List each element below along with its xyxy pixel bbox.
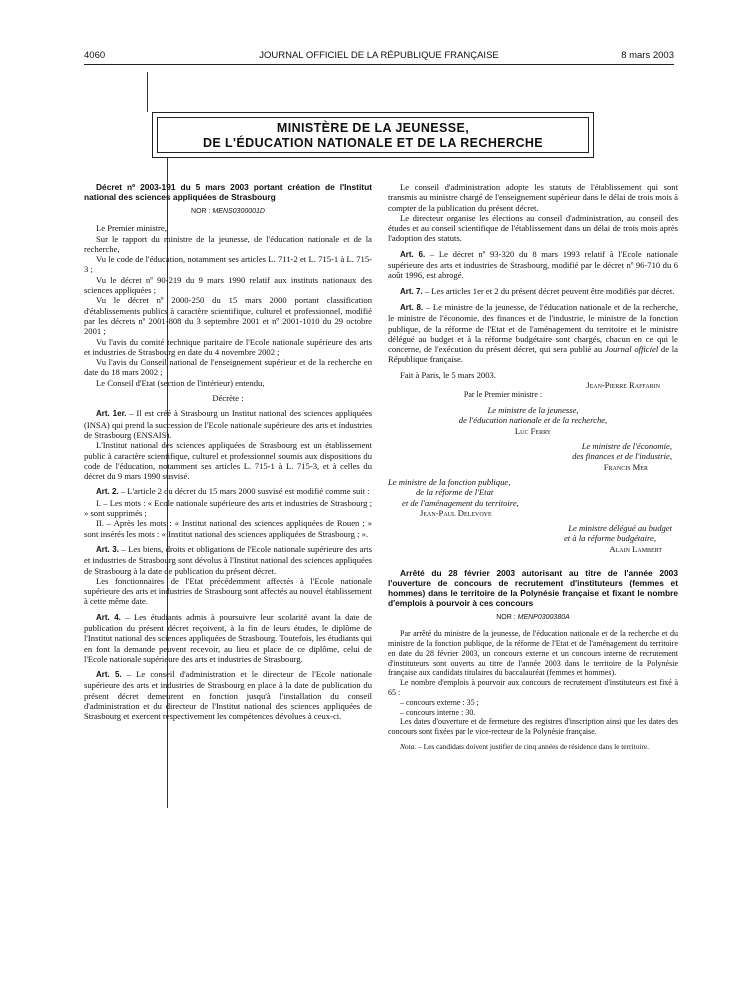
- intro-line: Le Premier ministre,: [96, 223, 167, 234]
- article-text: – Le décret nº 93-320 du 8 mars 1993 relatif à l'Ecole nationale supérieure des arts et industries de Strasbourg, modifié par le décret nº 96-710 du 6 août 1996, est abrogé.: [388, 248, 678, 281]
- article-8: [388, 302, 678, 365]
- signatory-title: Le ministre de l'économie,: [581, 441, 672, 452]
- ministry-title-line1: MINISTÈRE DE LA JEUNESSE,: [276, 121, 470, 135]
- article-label: Art. 4.: [96, 612, 121, 622]
- page-header: [84, 50, 674, 64]
- prime-minister-name: Jean-Pierre Raffarin: [586, 380, 660, 391]
- article-label: Art. 8.: [400, 302, 424, 312]
- signatory-title: des finances et de l'industrie,: [572, 451, 672, 462]
- arrete-paragraph: Les dates d'ouverture et de fermeture des registres d'inscription ainsi que les dates des concours sont fixées par le vice-recteur de la Polynésie française.: [388, 717, 678, 737]
- page-number: 4060: [84, 50, 106, 61]
- article-text: – L'article 2 du décret du 15 mars 2000 susvisé est modifié comme suit :: [118, 486, 370, 497]
- nor-label: NOR :: [191, 208, 211, 215]
- arrete-list-item: – concours interne : 30.: [400, 707, 476, 717]
- decret-nor: [84, 207, 372, 217]
- intro-line: Vu l'avis du Conseil national de l'enseignement supérieur et de la recherche en date du 18 mars 2002 ;: [84, 357, 372, 378]
- article-5-paragraph: Le conseil d'administration adopte les statuts de l'établissement qui sont transmis au ministre chargé de l'enseignement supérieur dans le délai de trois mois à compter de la publication du présent décret.: [388, 182, 678, 213]
- article-5-paragraph: Le directeur organise les élections au conseil d'administration, au conseil des études et au conseil scientifique de l'établissement dans un délai de trois mois après l'adoption des statuts.: [388, 212, 678, 244]
- article-label: Art. 3.: [96, 544, 119, 554]
- by-prime-minister: Par le Premier ministre :: [463, 390, 543, 400]
- arrete-list-item: – concours externe : 35 ;: [400, 697, 479, 707]
- article-text: de la République française.: [388, 344, 678, 365]
- ministry-title-line2: DE L'ÉDUCATION NATIONALE ET DE LA RECHERCHE: [202, 136, 544, 150]
- arrete-nor: [388, 613, 678, 623]
- signatory-title: Le ministre délégué au budget: [568, 523, 672, 534]
- signatory-name: Luc Ferry: [514, 425, 552, 436]
- article-3-paragraph: Les fonctionnaires de l'Etat précédemment affectés à l'Ecole nationale supérieure des arts et industries de Strasbourg sont affectés au nouvel établissement à cette même date.: [84, 575, 372, 607]
- journal-officiel-ref: Journal officiel: [604, 344, 659, 355]
- signatory-name: Jean-Paul Delevoye: [420, 507, 492, 518]
- note-label: Nota.: [400, 742, 417, 752]
- ministry-banner-inner: [157, 117, 589, 153]
- arrete-note: [388, 742, 678, 751]
- signatory-name: Francis Mer: [603, 461, 648, 472]
- margin-line: [147, 72, 148, 112]
- issue-date: 8 mars 2003: [621, 50, 674, 61]
- header-rule: [84, 64, 674, 65]
- article-text: – Il est créé à Strasbourg un Institut national des sciences appliquées (INSA) qui prend la succession de l'Ecole nationale supérieure des arts et industries de Strasbourg (ENSAIS).: [84, 408, 372, 440]
- article-2: [84, 486, 372, 497]
- article-text: – Le conseil d'administration et le directeur de l'Ecole nationale supérieure des arts et industries de Strasbourg en place à la date de publication du présent décret demeurent en fonction jusqu'à l'installation du conseil d'administration et du directeur de l'Institut national des sciences appliquées de Strasbourg et exercent respectivement les compétences dévolues à ceux-ci.: [84, 669, 372, 722]
- article-label: Art. 1er.: [96, 409, 127, 419]
- intro-line: Sur le rapport du ministre de la jeunesse, de l'éducation nationale et de la recherche,: [84, 233, 372, 254]
- intro-line: Vu le décret nº 90-219 du 9 mars 1990 relatif aux instituts nationaux des sciences appliquées ;: [84, 274, 372, 296]
- article-5: [84, 669, 372, 721]
- article-text: – Les articles 1er et 2 du présent décret peuvent être modifiés par décret.: [422, 285, 675, 296]
- ministry-banner: [152, 112, 594, 158]
- arrete-title: Arrêté du 28 février 2003 autorisant au titre de l'année 2003 l'ouverture de concours de recrutement d'instituteurs (femmes et hommes) dans le territoire de la Polynésie française et fixant le nombre d'emplois à pourvoir à ces concours: [388, 568, 678, 608]
- article-label: Art. 6.: [400, 249, 426, 259]
- signatory-title: Le ministre de la jeunesse,: [487, 405, 579, 416]
- nor-code: MENP0300380A: [517, 614, 570, 621]
- article-text: – Les étudiants admis à poursuivre leur scolarité avant la date de publication du présent décret reçoivent, à la fin de leurs études, le diplôme de l'Institut national des sciences appliquées de Strasbourg. Toutefois, les étudiants qui en font la demande peuvent recevoir, au lieu et place de ce diplôme, celui de l'Ecole nationale supérieure des arts et industries de Strasbourg.: [84, 611, 372, 664]
- intro-line: Vu le décret nº 2000-250 du 15 mars 2000 portant classification d'établissements publics à caractère scientifique, culturel et professionnel, modifié par les décrets nº 2001-808 du 3 septembre 2001 et nº 2001-1010 du 29 octobre 2001 ;: [84, 295, 372, 337]
- article-7: [388, 286, 678, 297]
- article-text: – Les biens, droits et obligations de l'Ecole nationale supérieure des arts et industries de Strasbourg sont dévolus à l'Institut national des sciences appliquées de Strasbourg à la date de publication du présent décret.: [84, 543, 372, 576]
- arrete-paragraph: Par arrêté du ministre de la jeunesse, de l'éducation nationale et de la recherche et du ministre de la fonction publique, de la réforme de l'Etat et de l'aménagement du territoire en date du 28 février 2003, un concours externe et un concours interne de recrutement d'instituteurs sont ouverts au titre de l'année 2003 dans le territoire de la Polynésie française aux candidats titulaires du baccalauréat (femmes et hommes).: [388, 629, 678, 678]
- journal-title: JOURNAL OFFICIEL DE LA RÉPUBLIQUE FRANÇAISE: [259, 50, 499, 61]
- decret-title: Décret nº 2003-191 du 5 mars 2003 portant création de l'Institut national des sciences appliquées de Strasbourg: [84, 182, 372, 202]
- signatory-title: Le ministre de la fonction publique,: [388, 476, 511, 487]
- signatory-title: et à la réforme budgétaire,: [563, 533, 656, 544]
- nor-code: MENS0300001D: [212, 208, 265, 215]
- arrete-paragraph: Le nombre d'emplois à pourvoir aux concours de recrutement d'instituteurs est fixé à 65 :: [388, 678, 678, 698]
- signatory-name: Alain Lambert: [609, 543, 662, 554]
- article-text: – Le ministre de la jeunesse, de l'éducation nationale et de la recherche, le ministre de l'économie, des finances et de l'industrie, le ministre de la fonction publique, de la réforme de l'Etat et de l'aménagement du territoire et le ministre délégué au budget et à la réforme budgétaire sont chargés, chacun en ce qui le concerne, de l'exécution du présent décret, qui sera publié au: [388, 301, 679, 355]
- note-text: – Les candidats doivent justifier de cinq années de résidence dans le territoire.: [416, 742, 649, 752]
- article-6: [388, 249, 678, 281]
- signatory-title: et de l'aménagement du territoire,: [402, 497, 519, 508]
- article-4: [84, 612, 372, 664]
- signing-place-date: Fait à Paris, le 5 mars 2003.: [400, 369, 496, 380]
- signatory-title: de la réforme de l'Etat: [416, 487, 494, 498]
- nor-label: NOR :: [496, 614, 516, 621]
- article-label: Art. 7.: [400, 286, 423, 296]
- article-label: Art. 5.: [96, 670, 122, 680]
- intro-line: Vu l'avis du comité technique paritaire de l'Ecole nationale supérieure des arts et industries de Strasbourg en date du 4 novembre 2002 ;: [84, 336, 372, 357]
- intro-line: Vu le code de l'éducation, notamment ses articles L. 711-2 et L. 715-1 à L. 715-3 ;: [84, 254, 372, 275]
- left-column: [84, 182, 372, 722]
- article-1: [84, 408, 372, 440]
- article-2-item: II. – Après les mots : « Institut national des sciences appliquées de Rouen ; » sont insérés les mots : « Institut national des sciences appliquées de Strasbourg ; ».: [84, 518, 372, 539]
- intro-line: Le Conseil d'Etat (section de l'intérieur) entendu,: [96, 377, 265, 388]
- signatory-title: de l'éducation nationale et de la recherche,: [458, 415, 608, 426]
- article-label: Art. 2.: [96, 487, 119, 497]
- article-2-item: I. – Les mots : « Ecole nationale supérieure des arts et industries de Strasbourg ; » sont supprimés ;: [84, 497, 372, 519]
- right-column: [388, 182, 678, 751]
- decrete-heading: Décrète :: [212, 393, 244, 404]
- article-3: [84, 544, 372, 576]
- article-1-paragraph: L'Institut national des sciences appliquées de Strasbourg est un établissement public à caractère scientifique, culturel et professionnel soumis aux dispositions du code de l'éducation, notamment ses articles L. 715-1 à L. 715-3, et à celles du décret du 9 mars 1990 susvisé.: [84, 440, 372, 482]
